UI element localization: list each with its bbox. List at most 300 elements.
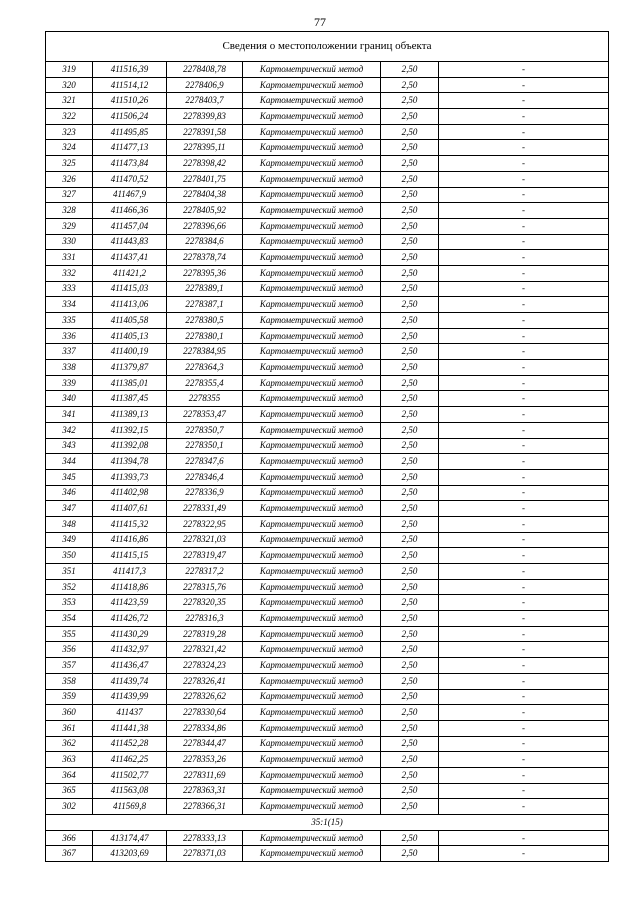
description-cell: - bbox=[439, 673, 609, 689]
y-coordinate-cell: 2278380,1 bbox=[167, 328, 243, 344]
point-number-cell: 345 bbox=[46, 469, 93, 485]
y-coordinate-cell: 2278398,42 bbox=[167, 156, 243, 172]
table-row bbox=[46, 532, 609, 548]
point-number-cell: 343 bbox=[46, 438, 93, 454]
x-coordinate-cell: 411516,39 bbox=[93, 62, 167, 78]
method-cell: Картометрический метод bbox=[243, 548, 381, 564]
method-cell: Картометрический метод bbox=[243, 658, 381, 674]
y-coordinate-cell: 2278399,83 bbox=[167, 109, 243, 125]
point-number-cell: 363 bbox=[46, 752, 93, 768]
x-coordinate-cell: 411514,12 bbox=[93, 77, 167, 93]
accuracy-cell: 2,50 bbox=[381, 501, 439, 517]
point-number-cell: 331 bbox=[46, 250, 93, 266]
point-number-cell: 349 bbox=[46, 532, 93, 548]
point-number-cell: 332 bbox=[46, 265, 93, 281]
y-coordinate-cell: 2278391,58 bbox=[167, 124, 243, 140]
description-cell: - bbox=[439, 77, 609, 93]
description-cell: - bbox=[439, 328, 609, 344]
point-number-cell: 357 bbox=[46, 658, 93, 674]
point-number-cell: 320 bbox=[46, 77, 93, 93]
description-cell: - bbox=[439, 469, 609, 485]
x-coordinate-cell: 411462,25 bbox=[93, 752, 167, 768]
x-coordinate-cell: 411466,36 bbox=[93, 203, 167, 219]
accuracy-cell: 2,50 bbox=[381, 673, 439, 689]
description-cell: - bbox=[439, 422, 609, 438]
method-cell: Картометрический метод bbox=[243, 109, 381, 125]
method-cell: Картометрический метод bbox=[243, 611, 381, 627]
table-row bbox=[46, 720, 609, 736]
x-coordinate-cell: 411563,08 bbox=[93, 783, 167, 799]
description-cell: - bbox=[439, 783, 609, 799]
x-coordinate-cell: 411437 bbox=[93, 705, 167, 721]
x-coordinate-cell: 411405,13 bbox=[93, 328, 167, 344]
method-cell: Картометрический метод bbox=[243, 501, 381, 517]
point-number-cell: 339 bbox=[46, 375, 93, 391]
table-row bbox=[46, 313, 609, 329]
point-number-cell: 346 bbox=[46, 485, 93, 501]
y-coordinate-cell: 2278347,6 bbox=[167, 454, 243, 470]
accuracy-cell: 2,50 bbox=[381, 611, 439, 627]
table-row bbox=[46, 203, 609, 219]
table-row bbox=[46, 360, 609, 376]
point-number-cell: 367 bbox=[46, 846, 93, 862]
accuracy-cell: 2,50 bbox=[381, 407, 439, 423]
table-row bbox=[46, 344, 609, 360]
table-row bbox=[46, 281, 609, 297]
accuracy-cell: 2,50 bbox=[381, 799, 439, 815]
table-row bbox=[46, 705, 609, 721]
y-coordinate-cell: 2278408,78 bbox=[167, 62, 243, 78]
table-row bbox=[46, 454, 609, 470]
accuracy-cell: 2,50 bbox=[381, 548, 439, 564]
table-row bbox=[46, 328, 609, 344]
accuracy-cell: 2,50 bbox=[381, 360, 439, 376]
method-cell: Картометрический метод bbox=[243, 454, 381, 470]
point-number-cell: 342 bbox=[46, 422, 93, 438]
method-cell: Картометрический метод bbox=[243, 736, 381, 752]
accuracy-cell: 2,50 bbox=[381, 140, 439, 156]
table-row bbox=[46, 391, 609, 407]
description-cell: - bbox=[439, 799, 609, 815]
description-cell: - bbox=[439, 830, 609, 846]
accuracy-cell: 2,50 bbox=[381, 454, 439, 470]
method-cell: Картометрический метод bbox=[243, 516, 381, 532]
method-cell: Картометрический метод bbox=[243, 830, 381, 846]
point-number-cell: 325 bbox=[46, 156, 93, 172]
x-coordinate-cell: 411407,61 bbox=[93, 501, 167, 517]
accuracy-cell: 2,50 bbox=[381, 516, 439, 532]
x-coordinate-cell: 411418,86 bbox=[93, 579, 167, 595]
table-row bbox=[46, 799, 609, 815]
table-row bbox=[46, 438, 609, 454]
accuracy-cell: 2,50 bbox=[381, 328, 439, 344]
description-cell: - bbox=[439, 485, 609, 501]
y-coordinate-cell: 2278364,3 bbox=[167, 360, 243, 376]
table-row bbox=[46, 626, 609, 642]
method-cell: Картометрический метод bbox=[243, 720, 381, 736]
x-coordinate-cell: 411413,06 bbox=[93, 297, 167, 313]
table-row bbox=[46, 516, 609, 532]
x-coordinate-cell: 411393,73 bbox=[93, 469, 167, 485]
point-number-cell: 329 bbox=[46, 218, 93, 234]
method-cell: Картометрический метод bbox=[243, 595, 381, 611]
table-row bbox=[46, 564, 609, 580]
point-number-cell: 336 bbox=[46, 328, 93, 344]
accuracy-cell: 2,50 bbox=[381, 375, 439, 391]
accuracy-cell: 2,50 bbox=[381, 344, 439, 360]
method-cell: Картометрический метод bbox=[243, 673, 381, 689]
table-row bbox=[46, 736, 609, 752]
method-cell: Картометрический метод bbox=[243, 485, 381, 501]
x-coordinate-cell: 411467,9 bbox=[93, 187, 167, 203]
point-number-cell: 321 bbox=[46, 93, 93, 109]
y-coordinate-cell: 2278315,76 bbox=[167, 579, 243, 595]
table-row bbox=[46, 124, 609, 140]
accuracy-cell: 2,50 bbox=[381, 485, 439, 501]
y-coordinate-cell: 2278324,23 bbox=[167, 658, 243, 674]
y-coordinate-cell: 2278344,47 bbox=[167, 736, 243, 752]
accuracy-cell: 2,50 bbox=[381, 203, 439, 219]
accuracy-cell: 2,50 bbox=[381, 109, 439, 125]
point-number-cell: 333 bbox=[46, 281, 93, 297]
point-number-cell: 362 bbox=[46, 736, 93, 752]
description-cell: - bbox=[439, 93, 609, 109]
x-coordinate-cell: 411389,13 bbox=[93, 407, 167, 423]
x-coordinate-cell: 411569,8 bbox=[93, 799, 167, 815]
x-coordinate-cell: 411415,03 bbox=[93, 281, 167, 297]
accuracy-cell: 2,50 bbox=[381, 218, 439, 234]
x-coordinate-cell: 411506,24 bbox=[93, 109, 167, 125]
method-cell: Картометрический метод bbox=[243, 218, 381, 234]
y-coordinate-cell: 2278350,1 bbox=[167, 438, 243, 454]
table-row bbox=[46, 375, 609, 391]
accuracy-cell: 2,50 bbox=[381, 705, 439, 721]
method-cell: Картометрический метод bbox=[243, 328, 381, 344]
point-number-cell: 365 bbox=[46, 783, 93, 799]
x-coordinate-cell: 411437,41 bbox=[93, 250, 167, 266]
description-cell: - bbox=[439, 642, 609, 658]
description-cell: - bbox=[439, 548, 609, 564]
method-cell: Картометрический метод bbox=[243, 846, 381, 862]
accuracy-cell: 2,50 bbox=[381, 689, 439, 705]
description-cell: - bbox=[439, 846, 609, 862]
x-coordinate-cell: 411426,72 bbox=[93, 611, 167, 627]
accuracy-cell: 2,50 bbox=[381, 391, 439, 407]
table-row bbox=[46, 752, 609, 768]
description-cell: - bbox=[439, 344, 609, 360]
x-coordinate-cell: 411415,15 bbox=[93, 548, 167, 564]
y-coordinate-cell: 2278336,9 bbox=[167, 485, 243, 501]
y-coordinate-cell: 2278321,03 bbox=[167, 532, 243, 548]
method-cell: Картометрический метод bbox=[243, 799, 381, 815]
table-title-row bbox=[46, 32, 609, 62]
point-number-cell: 326 bbox=[46, 171, 93, 187]
method-cell: Картометрический метод bbox=[243, 203, 381, 219]
accuracy-cell: 2,50 bbox=[381, 93, 439, 109]
y-coordinate-cell: 2278316,3 bbox=[167, 611, 243, 627]
y-coordinate-cell: 2278404,38 bbox=[167, 187, 243, 203]
description-cell: - bbox=[439, 658, 609, 674]
accuracy-cell: 2,50 bbox=[381, 846, 439, 862]
table-row bbox=[46, 297, 609, 313]
x-coordinate-cell: 411477,13 bbox=[93, 140, 167, 156]
point-number-cell: 356 bbox=[46, 642, 93, 658]
x-coordinate-cell: 411423,59 bbox=[93, 595, 167, 611]
method-cell: Картометрический метод bbox=[243, 564, 381, 580]
method-cell: Картометрический метод bbox=[243, 171, 381, 187]
accuracy-cell: 2,50 bbox=[381, 250, 439, 266]
table-row bbox=[46, 611, 609, 627]
point-number-cell: 350 bbox=[46, 548, 93, 564]
description-cell: - bbox=[439, 626, 609, 642]
method-cell: Картометрический метод bbox=[243, 297, 381, 313]
table-row bbox=[46, 62, 609, 78]
x-coordinate-cell: 411379,87 bbox=[93, 360, 167, 376]
accuracy-cell: 2,50 bbox=[381, 438, 439, 454]
table-row bbox=[46, 265, 609, 281]
point-number-cell: 319 bbox=[46, 62, 93, 78]
method-cell: Картометрический метод bbox=[243, 344, 381, 360]
y-coordinate-cell: 2278331,49 bbox=[167, 501, 243, 517]
point-number-cell: 328 bbox=[46, 203, 93, 219]
description-cell: - bbox=[439, 187, 609, 203]
x-coordinate-cell: 411510,26 bbox=[93, 93, 167, 109]
method-cell: Картометрический метод bbox=[243, 689, 381, 705]
x-coordinate-cell: 411387,45 bbox=[93, 391, 167, 407]
table-row bbox=[46, 140, 609, 156]
method-cell: Картометрический метод bbox=[243, 124, 381, 140]
point-number-cell: 361 bbox=[46, 720, 93, 736]
y-coordinate-cell: 2278371,03 bbox=[167, 846, 243, 862]
description-cell: - bbox=[439, 767, 609, 783]
y-coordinate-cell: 2278330,64 bbox=[167, 705, 243, 721]
table-row bbox=[46, 218, 609, 234]
point-number-cell: 353 bbox=[46, 595, 93, 611]
point-number-cell: 359 bbox=[46, 689, 93, 705]
x-coordinate-cell: 411470,52 bbox=[93, 171, 167, 187]
table-row bbox=[46, 783, 609, 799]
method-cell: Картометрический метод bbox=[243, 407, 381, 423]
y-coordinate-cell: 2278319,28 bbox=[167, 626, 243, 642]
point-number-cell: 366 bbox=[46, 830, 93, 846]
description-cell: - bbox=[439, 705, 609, 721]
y-coordinate-cell: 2278319,47 bbox=[167, 548, 243, 564]
y-coordinate-cell: 2278355,4 bbox=[167, 375, 243, 391]
y-coordinate-cell: 2278401,75 bbox=[167, 171, 243, 187]
accuracy-cell: 2,50 bbox=[381, 77, 439, 93]
y-coordinate-cell: 2278320,35 bbox=[167, 595, 243, 611]
x-coordinate-cell: 411439,74 bbox=[93, 673, 167, 689]
accuracy-cell: 2,50 bbox=[381, 658, 439, 674]
y-coordinate-cell: 2278326,62 bbox=[167, 689, 243, 705]
method-cell: Картометрический метод bbox=[243, 626, 381, 642]
table-row bbox=[46, 187, 609, 203]
point-number-cell: 322 bbox=[46, 109, 93, 125]
description-cell: - bbox=[439, 218, 609, 234]
description-cell: - bbox=[439, 281, 609, 297]
y-coordinate-cell: 2278366,31 bbox=[167, 799, 243, 815]
description-cell: - bbox=[439, 532, 609, 548]
method-cell: Картометрический метод bbox=[243, 767, 381, 783]
method-cell: Картометрический метод bbox=[243, 783, 381, 799]
table-row bbox=[46, 579, 609, 595]
page-number: 77 bbox=[314, 15, 326, 29]
y-coordinate-cell: 2278326,41 bbox=[167, 673, 243, 689]
table-row bbox=[46, 109, 609, 125]
table-row bbox=[46, 250, 609, 266]
description-cell: - bbox=[439, 595, 609, 611]
method-cell: Картометрический метод bbox=[243, 360, 381, 376]
description-cell: - bbox=[439, 297, 609, 313]
x-coordinate-cell: 411432,97 bbox=[93, 642, 167, 658]
accuracy-cell: 2,50 bbox=[381, 642, 439, 658]
description-cell: - bbox=[439, 375, 609, 391]
x-coordinate-cell: 411439,99 bbox=[93, 689, 167, 705]
section-row bbox=[46, 815, 609, 831]
y-coordinate-cell: 2278353,47 bbox=[167, 407, 243, 423]
x-coordinate-cell: 411405,58 bbox=[93, 313, 167, 329]
y-coordinate-cell: 2278389,1 bbox=[167, 281, 243, 297]
method-cell: Картометрический метод bbox=[243, 62, 381, 78]
accuracy-cell: 2,50 bbox=[381, 469, 439, 485]
table-row bbox=[46, 767, 609, 783]
accuracy-cell: 2,50 bbox=[381, 830, 439, 846]
accuracy-cell: 2,50 bbox=[381, 281, 439, 297]
method-cell: Картометрический метод bbox=[243, 579, 381, 595]
description-cell: - bbox=[439, 407, 609, 423]
description-cell: - bbox=[439, 516, 609, 532]
x-coordinate-cell: 411436,47 bbox=[93, 658, 167, 674]
x-coordinate-cell: 411502,77 bbox=[93, 767, 167, 783]
description-cell: - bbox=[439, 62, 609, 78]
accuracy-cell: 2,50 bbox=[381, 234, 439, 250]
x-coordinate-cell: 411417,3 bbox=[93, 564, 167, 580]
description-cell: - bbox=[439, 313, 609, 329]
accuracy-cell: 2,50 bbox=[381, 626, 439, 642]
point-number-cell: 352 bbox=[46, 579, 93, 595]
point-number-cell: 334 bbox=[46, 297, 93, 313]
x-coordinate-cell: 411495,85 bbox=[93, 124, 167, 140]
description-cell: - bbox=[439, 454, 609, 470]
point-number-cell: 355 bbox=[46, 626, 93, 642]
description-cell: - bbox=[439, 391, 609, 407]
point-number-cell: 354 bbox=[46, 611, 93, 627]
x-coordinate-cell: 411457,04 bbox=[93, 218, 167, 234]
description-cell: - bbox=[439, 611, 609, 627]
table-row bbox=[46, 689, 609, 705]
point-number-cell: 341 bbox=[46, 407, 93, 423]
point-number-cell: 302 bbox=[46, 799, 93, 815]
point-number-cell: 337 bbox=[46, 344, 93, 360]
table-row bbox=[46, 846, 609, 862]
description-cell: - bbox=[439, 171, 609, 187]
accuracy-cell: 2,50 bbox=[381, 422, 439, 438]
y-coordinate-cell: 2278384,6 bbox=[167, 234, 243, 250]
accuracy-cell: 2,50 bbox=[381, 187, 439, 203]
x-coordinate-cell: 411441,38 bbox=[93, 720, 167, 736]
description-cell: - bbox=[439, 140, 609, 156]
point-number-cell: 330 bbox=[46, 234, 93, 250]
method-cell: Картометрический метод bbox=[243, 250, 381, 266]
method-cell: Картометрический метод bbox=[243, 642, 381, 658]
y-coordinate-cell: 2278384,95 bbox=[167, 344, 243, 360]
x-coordinate-cell: 411473,84 bbox=[93, 156, 167, 172]
table-row bbox=[46, 673, 609, 689]
y-coordinate-cell: 2278406,9 bbox=[167, 77, 243, 93]
description-cell: - bbox=[439, 203, 609, 219]
y-coordinate-cell: 2278405,92 bbox=[167, 203, 243, 219]
point-number-cell: 348 bbox=[46, 516, 93, 532]
method-cell: Картометрический метод bbox=[243, 422, 381, 438]
description-cell: - bbox=[439, 689, 609, 705]
method-cell: Картометрический метод bbox=[243, 469, 381, 485]
table-row bbox=[46, 469, 609, 485]
description-cell: - bbox=[439, 736, 609, 752]
y-coordinate-cell: 2278387,1 bbox=[167, 297, 243, 313]
point-number-cell: 323 bbox=[46, 124, 93, 140]
description-cell: - bbox=[439, 360, 609, 376]
method-cell: Картометрический метод bbox=[243, 281, 381, 297]
point-number-cell: 327 bbox=[46, 187, 93, 203]
accuracy-cell: 2,50 bbox=[381, 156, 439, 172]
table-row bbox=[46, 485, 609, 501]
y-coordinate-cell: 2278395,11 bbox=[167, 140, 243, 156]
description-cell: - bbox=[439, 501, 609, 517]
description-cell: - bbox=[439, 579, 609, 595]
x-coordinate-cell: 411415,32 bbox=[93, 516, 167, 532]
y-coordinate-cell: 2278395,36 bbox=[167, 265, 243, 281]
point-number-cell: 364 bbox=[46, 767, 93, 783]
table-row bbox=[46, 234, 609, 250]
method-cell: Картометрический метод bbox=[243, 705, 381, 721]
point-number-cell: 335 bbox=[46, 313, 93, 329]
x-coordinate-cell: 411394,78 bbox=[93, 454, 167, 470]
accuracy-cell: 2,50 bbox=[381, 297, 439, 313]
accuracy-cell: 2,50 bbox=[381, 313, 439, 329]
method-cell: Картометрический метод bbox=[243, 77, 381, 93]
method-cell: Картометрический метод bbox=[243, 532, 381, 548]
x-coordinate-cell: 411416,86 bbox=[93, 532, 167, 548]
y-coordinate-cell: 2278334,86 bbox=[167, 720, 243, 736]
method-cell: Картометрический метод bbox=[243, 375, 381, 391]
x-coordinate-cell: 413203,69 bbox=[93, 846, 167, 862]
accuracy-cell: 2,50 bbox=[381, 783, 439, 799]
method-cell: Картометрический метод bbox=[243, 234, 381, 250]
description-cell: - bbox=[439, 156, 609, 172]
y-coordinate-cell: 2278317,2 bbox=[167, 564, 243, 580]
point-number-cell: 340 bbox=[46, 391, 93, 407]
y-coordinate-cell: 2278346,4 bbox=[167, 469, 243, 485]
accuracy-cell: 2,50 bbox=[381, 171, 439, 187]
y-coordinate-cell: 2278311,69 bbox=[167, 767, 243, 783]
description-cell: - bbox=[439, 109, 609, 125]
method-cell: Картометрический метод bbox=[243, 265, 381, 281]
accuracy-cell: 2,50 bbox=[381, 752, 439, 768]
point-number-cell: 358 bbox=[46, 673, 93, 689]
accuracy-cell: 2,50 bbox=[381, 265, 439, 281]
accuracy-cell: 2,50 bbox=[381, 736, 439, 752]
description-cell: - bbox=[439, 250, 609, 266]
point-number-cell: 360 bbox=[46, 705, 93, 721]
x-coordinate-cell: 411392,15 bbox=[93, 422, 167, 438]
y-coordinate-cell: 2278396,66 bbox=[167, 218, 243, 234]
point-number-cell: 347 bbox=[46, 501, 93, 517]
description-cell: - bbox=[439, 438, 609, 454]
table-row bbox=[46, 595, 609, 611]
method-cell: Картометрический метод bbox=[243, 156, 381, 172]
table-row bbox=[46, 77, 609, 93]
x-coordinate-cell: 411452,28 bbox=[93, 736, 167, 752]
